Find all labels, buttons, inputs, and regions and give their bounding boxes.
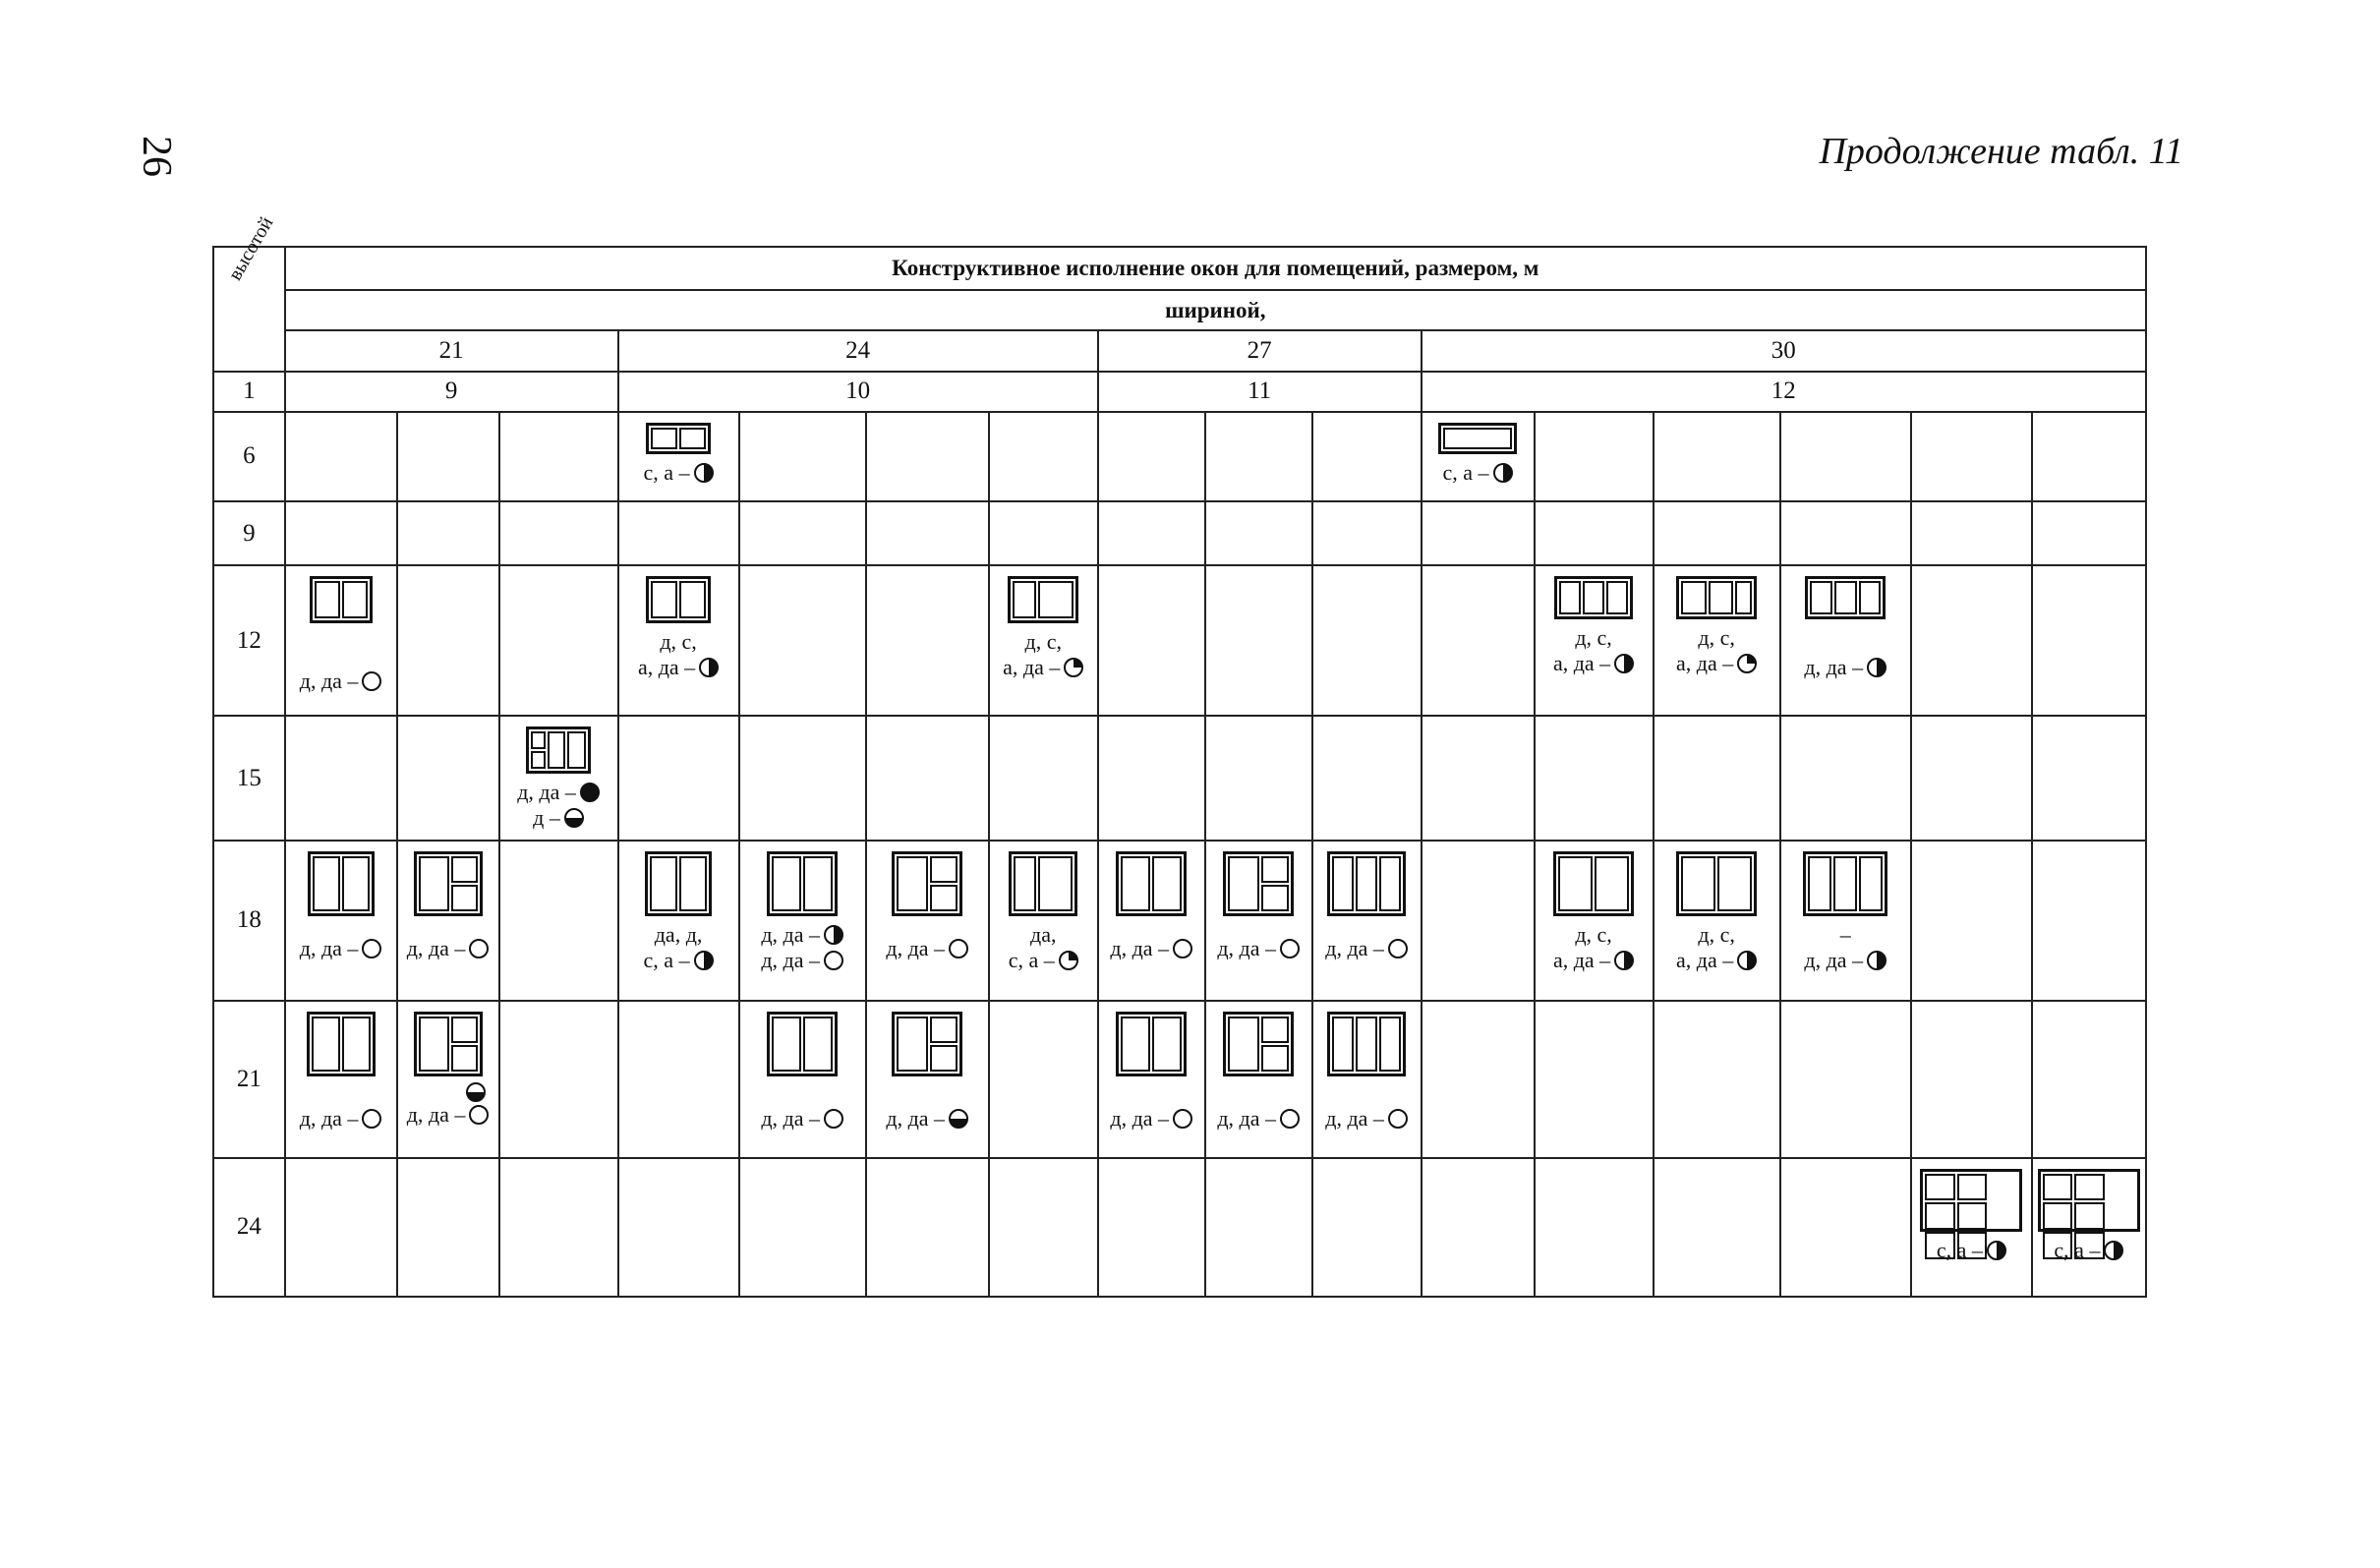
empty-circle-icon bbox=[362, 939, 381, 958]
empty-circle-icon bbox=[1388, 939, 1408, 958]
window-icon bbox=[1553, 851, 1634, 916]
width-24: 24 bbox=[618, 330, 1098, 372]
table-cell: с, а – bbox=[1911, 1158, 2032, 1297]
window-icon bbox=[526, 726, 591, 774]
table-cell: д, да – д, да – bbox=[739, 841, 866, 1002]
table-cell: д, с, а, да – bbox=[989, 565, 1098, 716]
lower-half-circle-icon bbox=[949, 1109, 968, 1129]
half-circle-icon bbox=[694, 463, 714, 483]
page-number: 26 bbox=[134, 136, 179, 177]
col-num-10: 10 bbox=[618, 372, 1098, 411]
window-icon bbox=[767, 851, 838, 916]
half-circle-icon bbox=[1493, 463, 1513, 483]
table-cell: д, с, а, да – bbox=[1654, 841, 1780, 1002]
half-circle-icon bbox=[1867, 951, 1887, 970]
table-cell: д, с, а, да – bbox=[1535, 841, 1654, 1002]
table-row bbox=[213, 716, 2146, 840]
empty-circle-icon bbox=[1173, 1109, 1192, 1129]
full-circle-icon bbox=[580, 783, 600, 802]
table-cell: д, да – bbox=[1098, 1001, 1205, 1157]
window-icon bbox=[1008, 576, 1078, 623]
height-label: 12 bbox=[213, 565, 285, 716]
height-label: 21 bbox=[213, 1001, 285, 1157]
height-label: 15 bbox=[213, 716, 285, 840]
corner-cell bbox=[213, 212, 285, 372]
table-cell: д, да – bbox=[1205, 1001, 1312, 1157]
half-circle-icon bbox=[699, 658, 719, 677]
table-cell: д, да – bbox=[285, 1001, 397, 1157]
window-icon bbox=[1116, 1012, 1187, 1076]
window-icon bbox=[2038, 1169, 2140, 1232]
window-icon bbox=[1676, 576, 1757, 619]
half-circle-icon bbox=[1867, 658, 1887, 677]
window-icon bbox=[414, 1012, 483, 1076]
empty-circle-icon bbox=[824, 951, 843, 970]
window-icon bbox=[1223, 1012, 1294, 1076]
empty-circle-icon bbox=[1280, 939, 1300, 958]
lower-half-circle-icon bbox=[564, 808, 584, 828]
empty-circle-icon bbox=[1280, 1109, 1300, 1129]
window-icon bbox=[645, 851, 712, 916]
half-circle-icon bbox=[2104, 1241, 2123, 1260]
table-cell: д, да – bbox=[739, 1001, 866, 1157]
width-27: 27 bbox=[1098, 330, 1422, 372]
table-row bbox=[213, 1001, 2146, 1157]
table-cell: д, да – bbox=[397, 841, 499, 1002]
table-cell: д, да – bbox=[1312, 1001, 1422, 1157]
window-icon bbox=[307, 1012, 376, 1076]
window-icon bbox=[310, 576, 373, 623]
table-cell: д, да – bbox=[866, 841, 989, 1002]
table-cell: д, да – bbox=[397, 1001, 499, 1157]
table-cell: д, да – bbox=[285, 565, 397, 716]
half-circle-icon bbox=[824, 925, 843, 945]
window-icon bbox=[646, 576, 711, 623]
table-cell: с, а – bbox=[2032, 1158, 2146, 1297]
empty-circle-icon bbox=[1173, 939, 1192, 958]
table-cell: д, да – bbox=[285, 841, 397, 1002]
window-icon bbox=[1920, 1169, 2022, 1232]
window-icon bbox=[414, 851, 483, 916]
half-circle-icon bbox=[1987, 1241, 2006, 1260]
width-30: 30 bbox=[1422, 330, 2146, 372]
table-row bbox=[213, 412, 2146, 502]
table-cell: д, да – bbox=[1312, 841, 1422, 1002]
window-icon bbox=[1116, 851, 1187, 916]
window-icon bbox=[1676, 851, 1757, 916]
table-cell: да, д, с, а – bbox=[618, 841, 739, 1002]
table-cell: д, да – bbox=[1098, 841, 1205, 1002]
half-circle-icon bbox=[1614, 654, 1634, 673]
window-icon bbox=[1327, 1012, 1406, 1076]
table-cell: д, да – д – bbox=[499, 716, 618, 840]
half-circle-icon bbox=[1737, 951, 1757, 970]
col-num-1: 1 bbox=[213, 372, 285, 411]
empty-circle-icon bbox=[949, 939, 968, 958]
lower-half-circle-icon bbox=[466, 1082, 486, 1102]
empty-circle-icon bbox=[362, 671, 381, 691]
window-icon bbox=[1009, 851, 1077, 916]
empty-circle-icon bbox=[1388, 1109, 1408, 1129]
table-row bbox=[213, 501, 2146, 565]
table-cell: с, а – bbox=[618, 412, 739, 502]
table-cell: д, да – bbox=[866, 1001, 989, 1157]
empty-circle-icon bbox=[469, 939, 489, 958]
table-cell: с, а – bbox=[1422, 412, 1535, 502]
table-row bbox=[213, 841, 2146, 1002]
table-cell: да, с, а – bbox=[989, 841, 1098, 1002]
quarter-circle-icon bbox=[1064, 658, 1083, 677]
table-cell: д, да – bbox=[1780, 565, 1911, 716]
col-num-9: 9 bbox=[285, 372, 618, 411]
col-num-12: 12 bbox=[1422, 372, 2146, 411]
window-icon bbox=[1223, 851, 1294, 916]
height-label: 18 bbox=[213, 841, 285, 1002]
window-icon bbox=[308, 851, 375, 916]
table-row bbox=[213, 565, 2146, 716]
table-cell: д, с, а, да – bbox=[618, 565, 739, 716]
window-icon bbox=[1803, 851, 1887, 916]
table-cell: д, с, а, да – bbox=[1535, 565, 1654, 716]
window-icon bbox=[646, 423, 711, 454]
window-icon bbox=[1805, 576, 1886, 619]
empty-circle-icon bbox=[824, 1109, 843, 1129]
corner-label: высотой bbox=[224, 212, 278, 284]
col-num-11: 11 bbox=[1098, 372, 1422, 411]
half-circle-icon bbox=[694, 951, 714, 970]
height-label: 6 bbox=[213, 412, 285, 502]
height-label: 24 bbox=[213, 1158, 285, 1297]
width-21: 21 bbox=[285, 330, 618, 372]
window-design-table bbox=[212, 212, 2147, 1298]
table-subtitle: шириной, bbox=[285, 290, 2146, 329]
table-cell: д, с, а, да – bbox=[1654, 565, 1780, 716]
empty-circle-icon bbox=[362, 1109, 381, 1129]
quarter-circle-icon bbox=[1059, 951, 1078, 970]
window-icon bbox=[1554, 576, 1633, 619]
window-icon bbox=[1327, 851, 1406, 916]
running-head: Продолжение табл. 11 bbox=[1819, 131, 2183, 172]
table-row bbox=[213, 1158, 2146, 1297]
height-label: 9 bbox=[213, 501, 285, 565]
window-icon bbox=[892, 851, 962, 916]
half-circle-icon bbox=[1614, 951, 1634, 970]
window-icon bbox=[767, 1012, 838, 1076]
window-icon bbox=[892, 1012, 962, 1076]
quarter-circle-icon bbox=[1737, 654, 1757, 673]
table-cell: – д, да – bbox=[1780, 841, 1911, 1002]
table-cell: д, да – bbox=[1205, 841, 1312, 1002]
table-title: Конструктивное исполнение окон для помещений, размером, м bbox=[285, 247, 2146, 290]
window-icon bbox=[1438, 423, 1517, 454]
empty-circle-icon bbox=[469, 1105, 489, 1125]
